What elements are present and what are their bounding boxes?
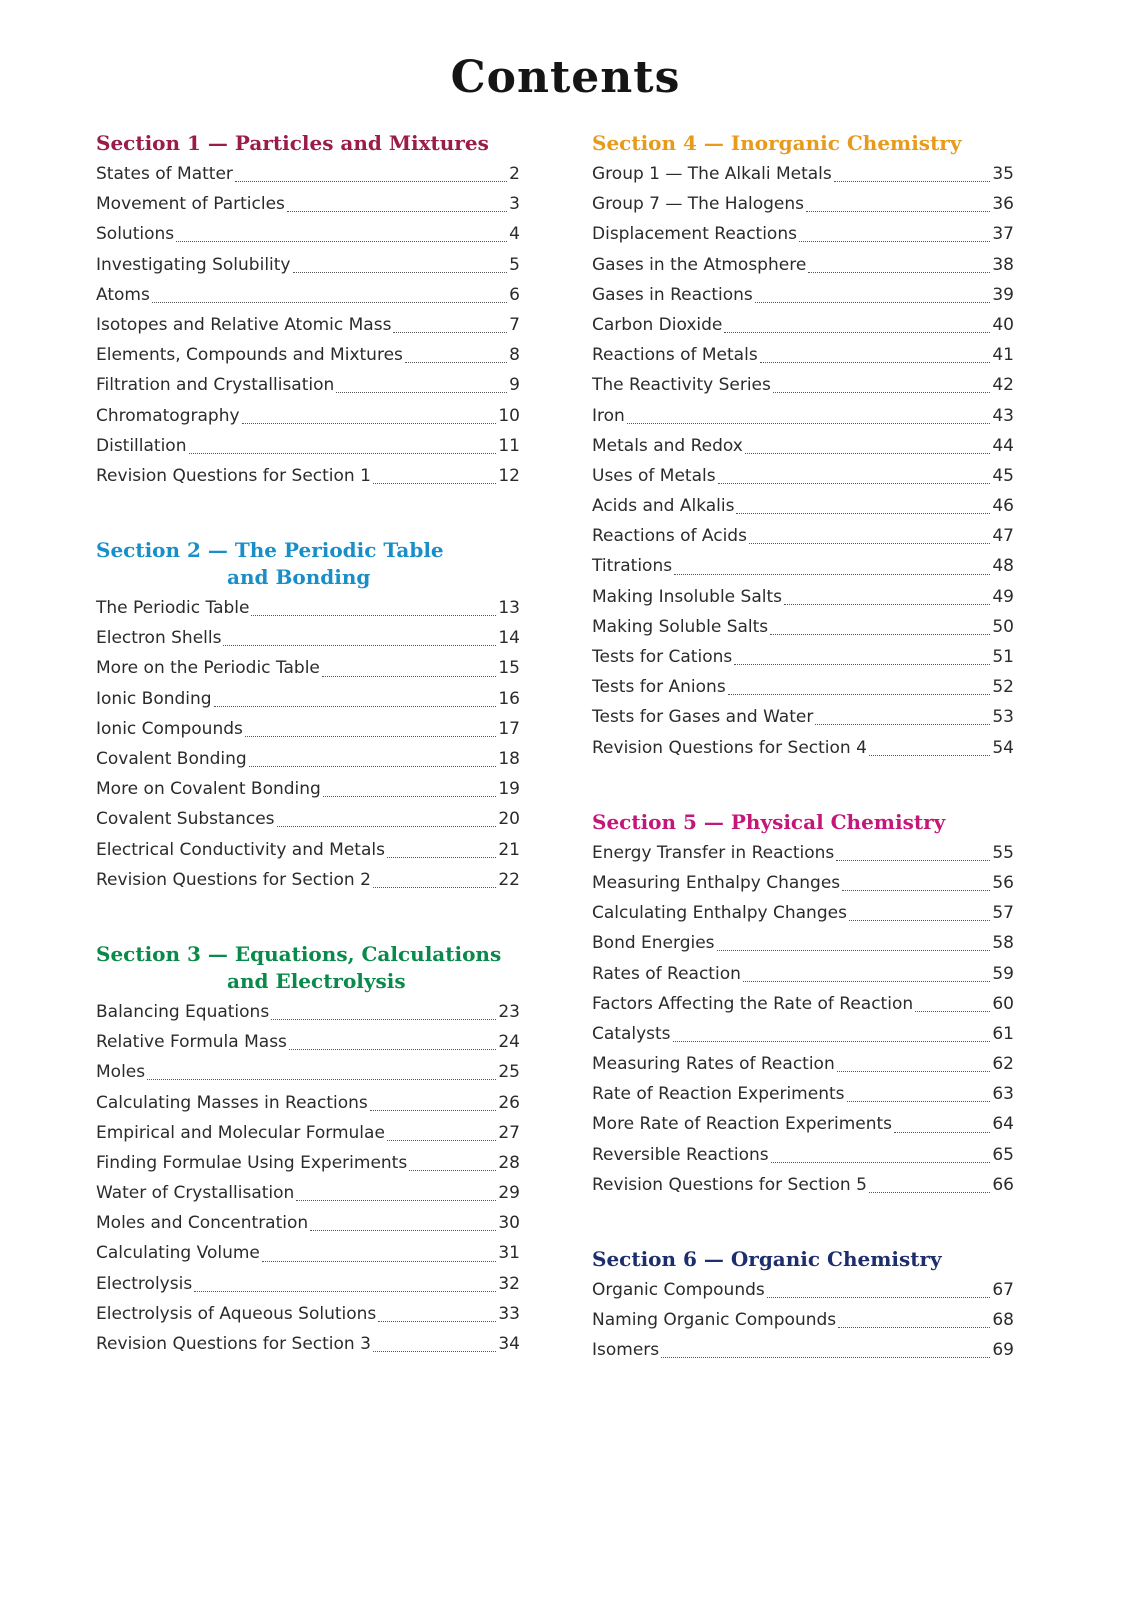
dot-leader	[771, 1161, 991, 1163]
toc-entry[interactable]	[96, 865, 520, 895]
toc-entry[interactable]	[96, 835, 520, 865]
toc-entry[interactable]	[96, 1238, 520, 1268]
toc-entry-page-number: 67	[992, 1280, 1014, 1300]
toc-entry[interactable]	[592, 551, 1014, 581]
dot-leader	[245, 735, 496, 737]
toc-entry-label: Revision Questions for Section 4	[592, 737, 867, 758]
toc-entry-page-number: 13	[498, 598, 520, 619]
dot-leader	[736, 512, 990, 514]
section-4	[592, 130, 1014, 763]
dot-leader	[277, 825, 497, 827]
toc-entries	[96, 997, 520, 1359]
dot-leader	[293, 271, 508, 273]
toc-entry-label: Balancing Equations	[96, 1001, 270, 1022]
toc-entry-page-number: 3	[509, 194, 520, 215]
toc-entry[interactable]	[96, 219, 520, 249]
toc-entry[interactable]	[592, 898, 1014, 928]
toc-entries	[96, 593, 520, 895]
toc-entry-page-number: 33	[498, 1303, 520, 1324]
toc-entry[interactable]	[96, 370, 520, 400]
toc-entry-label: Revision Questions for Section 5	[592, 1174, 867, 1195]
dot-leader	[842, 889, 990, 891]
dot-leader	[838, 1326, 990, 1328]
toc-entry-page-number: 11	[498, 435, 520, 456]
dot-leader	[673, 1040, 991, 1042]
section-title: Section 4 — Inorganic Chemistry	[592, 131, 962, 155]
dot-leader	[287, 210, 507, 212]
toc-entry-label: Energy Transfer in Reactions	[592, 842, 835, 863]
toc-entry[interactable]	[96, 804, 520, 834]
toc-entry-page-number: 9	[509, 375, 520, 396]
toc-entry[interactable]	[592, 159, 1014, 189]
toc-entry-label: Filtration and Crystallisation	[96, 375, 335, 396]
toc-entry[interactable]	[96, 1208, 520, 1238]
toc-entry[interactable]	[592, 928, 1014, 958]
toc-entry-label: Carbon Dioxide	[592, 314, 723, 335]
dot-leader	[770, 633, 990, 635]
dot-leader	[322, 675, 496, 677]
toc-entry[interactable]	[96, 340, 520, 370]
dot-leader	[915, 1010, 990, 1012]
toc-entry[interactable]	[592, 959, 1014, 989]
toc-entry-label: Finding Formulae Using Experiments	[96, 1152, 408, 1173]
dot-leader	[387, 856, 496, 858]
toc-entry-label: Bond Energies	[592, 933, 715, 954]
toc-entry[interactable]	[592, 1305, 1014, 1335]
toc-entry-label: Tests for Cations	[592, 647, 733, 667]
toc-entry-label: The Periodic Table	[96, 598, 250, 619]
toc-entry-page-number: 64	[992, 1114, 1014, 1135]
dot-leader	[373, 886, 496, 888]
dot-leader	[242, 422, 497, 424]
toc-entry-label: Atoms	[96, 284, 150, 305]
dot-leader	[373, 482, 496, 484]
toc-entry-page-number: 15	[498, 658, 520, 679]
toc-entry-page-number: 54	[992, 737, 1014, 758]
section-title-line1: Section 3 — Equations, Calculations	[96, 941, 502, 966]
toc-entry[interactable]	[592, 672, 1014, 702]
toc-entry[interactable]	[592, 582, 1014, 612]
section-title-line2: and Electrolysis	[227, 968, 406, 993]
toc-entry-label: Covalent Substances	[96, 809, 275, 830]
dot-leader	[147, 1078, 496, 1080]
dot-leader	[387, 1139, 496, 1141]
dot-leader	[836, 859, 990, 861]
toc-entry-page-number: 63	[992, 1084, 1014, 1105]
toc-entry[interactable]	[96, 1148, 520, 1178]
toc-entry-page-number: 48	[992, 556, 1014, 577]
dot-leader	[223, 644, 496, 646]
section-title: Section 6 — Organic Chemistry	[592, 1247, 942, 1271]
toc-entry-page-number: 68	[992, 1310, 1014, 1331]
toc-entry-label: Solutions	[96, 224, 175, 245]
dot-leader	[784, 603, 990, 605]
toc-entry-page-number: 32	[498, 1273, 520, 1294]
dot-leader	[409, 1169, 496, 1171]
toc-entry[interactable]	[96, 1178, 520, 1208]
toc-entry-page-number: 43	[992, 405, 1014, 426]
section-title	[96, 537, 520, 591]
toc-entry-label: Relative Formula Mass	[96, 1032, 287, 1053]
toc-entry[interactable]	[592, 1335, 1014, 1365]
toc-entry[interactable]	[96, 1299, 520, 1329]
toc-entry[interactable]	[592, 431, 1014, 461]
toc-entry-label: Electrical Conductivity and Metals	[96, 839, 385, 860]
dot-leader	[717, 949, 991, 951]
toc-entry-page-number: 51	[992, 647, 1014, 667]
toc-entry-page-number: 29	[498, 1183, 520, 1204]
toc-entry-page-number: 59	[992, 963, 1014, 984]
section-2	[96, 537, 520, 895]
toc-entry-label: Water of Crystallisation	[96, 1183, 295, 1204]
toc-entry-page-number: 4	[509, 224, 520, 245]
toc-entry-label: Revision Questions for Section 2	[96, 869, 371, 890]
dot-leader	[724, 331, 990, 333]
toc-entry-label: Tests for Gases and Water	[592, 707, 814, 728]
toc-entry-label: Reactions of Acids	[592, 526, 747, 547]
toc-entry-page-number: 41	[992, 345, 1014, 366]
dot-leader	[806, 210, 990, 212]
toc-entry[interactable]	[592, 219, 1014, 249]
toc-entry-page-number: 58	[992, 933, 1014, 954]
toc-entry[interactable]	[592, 1170, 1014, 1200]
toc-entry-page-number: 23	[498, 1001, 520, 1022]
toc-entry[interactable]	[592, 189, 1014, 219]
toc-entry-label: Gases in Reactions	[592, 284, 753, 305]
dot-leader	[661, 1356, 990, 1358]
toc-entry-label: Ionic Bonding	[96, 688, 212, 709]
section-3	[96, 941, 520, 1359]
toc-entry-label: Electrolysis	[96, 1273, 193, 1294]
toc-entry[interactable]	[592, 702, 1014, 732]
toc-entry-page-number: 61	[992, 1023, 1014, 1044]
section-5	[592, 809, 1014, 1200]
toc-entry-page-number: 14	[498, 628, 520, 649]
dot-leader	[755, 301, 991, 303]
toc-entry-page-number: 69	[992, 1340, 1014, 1361]
toc-entry-page-number: 52	[992, 677, 1014, 698]
toc-entry[interactable]	[592, 1079, 1014, 1109]
toc-entry-label: Metals and Redox	[592, 435, 743, 456]
toc-entry-label: Calculating Enthalpy Changes	[592, 903, 847, 924]
dot-leader	[271, 1018, 496, 1020]
toc-entry-page-number: 5	[509, 254, 520, 275]
toc-entry[interactable]	[96, 593, 520, 623]
toc-entry-label: Uses of Metals	[592, 465, 716, 486]
dot-leader	[373, 1350, 496, 1352]
dot-leader	[214, 705, 497, 707]
toc-entry-label: Covalent Bonding	[96, 749, 247, 769]
toc-entry-label: Moles and Concentration	[96, 1213, 309, 1234]
toc-entry-page-number: 62	[992, 1054, 1014, 1075]
toc-entry[interactable]	[96, 1329, 520, 1359]
toc-entry-page-number: 12	[498, 465, 520, 486]
dot-leader	[718, 482, 991, 484]
section-title: Section 1 — Particles and Mixtures	[96, 131, 489, 155]
dot-leader	[743, 980, 990, 982]
toc-entry-label: States of Matter	[96, 164, 233, 184]
dot-leader	[849, 919, 990, 921]
toc-entry[interactable]	[592, 491, 1014, 521]
dot-leader	[728, 693, 991, 695]
toc-entry-label: Moles	[96, 1062, 146, 1083]
toc-entry[interactable]	[592, 280, 1014, 310]
toc-entry-page-number: 35	[992, 164, 1014, 184]
toc-entry-label: Naming Organic Compounds	[592, 1310, 837, 1331]
dot-leader	[815, 723, 990, 725]
toc-entry[interactable]	[96, 997, 520, 1027]
toc-entry[interactable]	[96, 189, 520, 219]
toc-entry-label: Acids and Alkalis	[592, 496, 735, 517]
toc-entry-page-number: 20	[498, 809, 520, 830]
toc-entry-label: Group 1 — The Alkali Metals	[592, 164, 832, 184]
toc-entry-page-number: 37	[992, 224, 1014, 245]
toc-entry[interactable]	[96, 431, 520, 461]
toc-entry-page-number: 40	[992, 314, 1014, 335]
toc-entry-label: Calculating Volume	[96, 1243, 260, 1264]
toc-entry-label: More on the Periodic Table	[96, 658, 320, 679]
toc-entry[interactable]	[96, 1057, 520, 1087]
toc-entries	[592, 159, 1014, 763]
toc-entries	[592, 838, 1014, 1200]
toc-entry-page-number: 7	[509, 314, 520, 335]
toc-entry[interactable]	[96, 1088, 520, 1118]
toc-entry-label: Group 7 — The Halogens	[592, 194, 805, 215]
toc-entry-page-number: 47	[992, 526, 1014, 547]
toc-entry-label: Measuring Rates of Reaction	[592, 1054, 835, 1075]
toc-entry[interactable]	[592, 310, 1014, 340]
dot-leader	[336, 391, 507, 393]
toc-entry-label: Ionic Compounds	[96, 718, 243, 739]
dot-leader	[289, 1048, 496, 1050]
toc-entry[interactable]	[96, 774, 520, 804]
toc-entry[interactable]	[592, 401, 1014, 431]
toc-entries	[96, 159, 520, 491]
toc-entry[interactable]	[96, 684, 520, 714]
toc-entry-page-number: 27	[498, 1122, 520, 1143]
toc-entry-label: Rate of Reaction Experiments	[592, 1084, 845, 1105]
dot-leader	[176, 240, 507, 242]
dot-leader	[235, 180, 507, 182]
toc-entry-page-number: 18	[498, 749, 520, 769]
toc-entry-page-number: 42	[992, 375, 1014, 396]
toc-entry-page-number: 34	[498, 1334, 520, 1354]
toc-entry[interactable]	[96, 744, 520, 774]
toc-entry-page-number: 8	[509, 345, 520, 366]
toc-entry-page-number: 21	[498, 839, 520, 860]
toc-entry-page-number: 31	[498, 1243, 520, 1264]
toc-entry-label: Movement of Particles	[96, 194, 285, 215]
toc-entry-page-number: 22	[498, 869, 520, 890]
dot-leader	[249, 765, 497, 767]
toc-entries	[592, 1275, 1014, 1366]
toc-entry-label: Catalysts	[592, 1023, 671, 1044]
section-title	[96, 941, 520, 995]
dot-leader	[749, 542, 990, 544]
toc-entry[interactable]	[592, 1275, 1014, 1305]
toc-entry-label: Tests for Anions	[592, 677, 726, 698]
toc-entry[interactable]	[592, 612, 1014, 642]
dot-leader	[310, 1229, 496, 1231]
toc-entry[interactable]	[96, 159, 520, 189]
toc-entry[interactable]	[96, 714, 520, 744]
toc-entry-label: Reversible Reactions	[592, 1144, 769, 1165]
dot-leader	[834, 180, 991, 182]
dot-leader	[767, 1296, 991, 1298]
toc-entry[interactable]	[592, 1019, 1014, 1049]
dot-leader	[847, 1100, 991, 1102]
toc-entry-page-number: 49	[992, 586, 1014, 607]
toc-entry-label: Reactions of Metals	[592, 345, 758, 366]
toc-entry-page-number: 44	[992, 435, 1014, 456]
toc-entry-label: Elements, Compounds and Mixtures	[96, 345, 403, 366]
toc-entry-page-number: 30	[498, 1213, 520, 1234]
toc-entry-label: Calculating Masses in Reactions	[96, 1092, 368, 1113]
toc-entry-label: Gases in the Atmosphere	[592, 254, 807, 275]
dot-leader	[808, 271, 990, 273]
toc-entry-page-number: 6	[509, 284, 520, 305]
dot-leader	[627, 422, 991, 424]
dot-leader	[745, 452, 991, 454]
toc-entry-page-number: 56	[992, 872, 1014, 893]
toc-entry[interactable]	[96, 310, 520, 340]
dot-leader	[194, 1290, 496, 1292]
toc-entry[interactable]	[592, 642, 1014, 672]
section-1	[96, 130, 520, 491]
toc-entry-label: Isomers	[592, 1340, 660, 1361]
dot-leader	[405, 361, 507, 363]
toc-entry-label: Rates of Reaction	[592, 963, 741, 984]
toc-entry[interactable]	[592, 1140, 1014, 1170]
dot-leader	[869, 754, 990, 756]
toc-entry-page-number: 55	[992, 842, 1014, 863]
toc-entry-label: Electron Shells	[96, 628, 222, 649]
dot-leader	[734, 663, 990, 665]
toc-entry-label: Revision Questions for Section 3	[96, 1334, 371, 1354]
toc-entry[interactable]	[96, 623, 520, 653]
toc-entry-label: Iron	[592, 405, 625, 426]
toc-entry-page-number: 16	[498, 688, 520, 709]
toc-entry[interactable]	[592, 250, 1014, 280]
toc-entry[interactable]	[96, 461, 520, 491]
dot-leader	[378, 1320, 496, 1322]
toc-entry[interactable]	[592, 370, 1014, 400]
toc-entry-page-number: 28	[498, 1152, 520, 1173]
toc-entry-page-number: 53	[992, 707, 1014, 728]
toc-entry-page-number: 19	[498, 779, 520, 800]
dot-leader	[837, 1070, 991, 1072]
toc-entry[interactable]	[592, 1109, 1014, 1139]
dot-leader	[773, 391, 990, 393]
section-6	[592, 1246, 1014, 1366]
dot-leader	[189, 452, 497, 454]
toc-entry-page-number: 24	[498, 1032, 520, 1053]
toc-entry[interactable]	[96, 1269, 520, 1299]
section-title: Section 5 — Physical Chemistry	[592, 809, 946, 834]
toc-entry-label: More on Covalent Bonding	[96, 779, 321, 800]
toc-entry-label: More Rate of Reaction Experiments	[592, 1114, 893, 1135]
toc-entry-label: Making Soluble Salts	[592, 616, 769, 637]
toc-entry-label: The Reactivity Series	[592, 375, 771, 396]
toc-entry-label: Measuring Enthalpy Changes	[592, 872, 841, 893]
toc-entry-page-number: 2	[509, 164, 520, 184]
contents-column-left	[96, 130, 520, 1354]
toc-entry[interactable]	[592, 461, 1014, 491]
dot-leader	[262, 1260, 497, 1262]
toc-entry-label: Making Insoluble Salts	[592, 586, 782, 607]
toc-entry-page-number: 65	[992, 1144, 1014, 1165]
toc-entry-page-number: 10	[498, 405, 520, 426]
page-title: Contents	[450, 52, 681, 103]
toc-entry-page-number: 38	[992, 254, 1014, 275]
toc-entry-label: Revision Questions for Section 1	[96, 465, 371, 486]
toc-entry-page-number: 36	[992, 194, 1014, 215]
toc-entry[interactable]	[96, 280, 520, 310]
toc-entry[interactable]	[592, 521, 1014, 551]
toc-entry-label: Organic Compounds	[592, 1280, 765, 1300]
toc-entry-label: Chromatography	[96, 405, 240, 426]
toc-entry-page-number: 45	[992, 465, 1014, 486]
dot-leader	[393, 331, 507, 333]
dot-leader	[370, 1109, 497, 1111]
toc-entry-label: Titrations	[592, 556, 673, 577]
toc-entry-label: Displacement Reactions	[592, 224, 797, 245]
dot-leader	[152, 301, 507, 303]
toc-entry-page-number: 57	[992, 903, 1014, 924]
toc-entry-page-number: 50	[992, 616, 1014, 637]
toc-entry-label: Isotopes and Relative Atomic Mass	[96, 314, 392, 335]
section-title-line1: Section 2 — The Periodic Table	[96, 538, 444, 563]
dot-leader	[799, 240, 990, 242]
contents-column-right	[592, 130, 1014, 1361]
toc-entry[interactable]	[96, 401, 520, 431]
toc-entry[interactable]	[592, 868, 1014, 898]
toc-entry[interactable]	[96, 1118, 520, 1148]
toc-entry-page-number: 39	[992, 284, 1014, 305]
toc-entry-page-number: 25	[498, 1062, 520, 1083]
toc-entry[interactable]	[96, 250, 520, 280]
section-title-line2: and Bonding	[227, 565, 371, 590]
toc-entry-label: Investigating Solubility	[96, 254, 291, 275]
toc-entry-label: Empirical and Molecular Formulae	[96, 1122, 385, 1143]
toc-entry-label: Electrolysis of Aqueous Solutions	[96, 1303, 377, 1324]
toc-entry-label: Factors Affecting the Rate of Reaction	[592, 993, 914, 1014]
dot-leader	[894, 1131, 990, 1133]
toc-entry-page-number: 26	[498, 1092, 520, 1113]
toc-entry[interactable]	[592, 340, 1014, 370]
toc-entry[interactable]	[96, 1027, 520, 1057]
toc-entry[interactable]	[592, 1049, 1014, 1079]
toc-entry-page-number: 17	[498, 718, 520, 739]
dot-leader	[869, 1191, 990, 1193]
toc-entry[interactable]	[592, 989, 1014, 1019]
dot-leader	[251, 614, 496, 616]
toc-entry-label: Distillation	[96, 435, 187, 456]
dot-leader	[323, 795, 497, 797]
toc-entry[interactable]	[96, 653, 520, 683]
toc-entry[interactable]	[592, 733, 1014, 763]
toc-entry-page-number: 46	[992, 496, 1014, 517]
toc-entry-page-number: 60	[992, 993, 1014, 1014]
dot-leader	[674, 573, 990, 575]
toc-entry[interactable]	[592, 838, 1014, 868]
dot-leader	[760, 361, 991, 363]
toc-entry-page-number: 66	[992, 1174, 1014, 1195]
dot-leader	[296, 1199, 496, 1201]
